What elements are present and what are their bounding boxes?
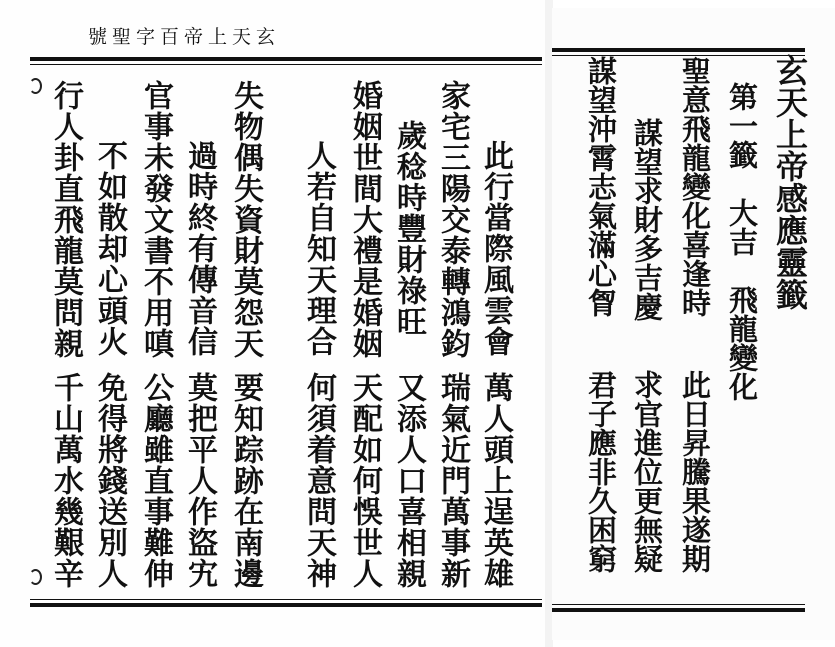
verse-column-upper: 不如散却心頭火 [92,140,127,357]
verse-column-upper: 家宅三陽交泰轉鴻鈞 [435,80,470,359]
verse-column-upper: 人若自知天理合 [301,140,336,357]
footer-rule-thin [552,604,805,605]
verse-column-upper: 婚姻世間大禮是婚姻 [347,80,382,359]
lot-heading: 第一籤 大吉 飛龍變化 [725,82,759,401]
verse-column-lower: 求官進位更無疑 [630,370,664,573]
verse-column-lower: 又添人口喜相親 [391,372,426,589]
page-header [0,22,548,54]
verse-column-lower: 何須着意問天神 [301,372,336,589]
binding-hole-bottom [29,569,42,585]
verse-column-upper: 行人卦直飛龍莫問親 [48,80,83,359]
verse-column-lower: 瑞氣近門萬事新 [435,372,470,589]
header-rule-thin [30,64,542,65]
verse-column-upper: 此行當際風雲會 [478,140,513,357]
verse-column-lower: 君子應非久困窮 [584,370,618,573]
footer-rule-thick [30,603,542,607]
verse-column: 謀望沖霄志氣滿心胷 [584,56,618,317]
verse-column: 聖意飛龍變化喜逢時 [678,56,712,317]
verse-column-lower: 莫把平人作盜宄 [182,372,217,589]
footer-rule-thin [30,599,542,600]
verse-column-lower: 此日昇騰果遂期 [678,370,712,573]
footer-rule-thick [552,608,805,612]
verse-column-lower: 要知踪跡在南邊 [228,372,263,589]
verse-column-upper: 官事未發文書不用嗔 [138,80,173,359]
verse-column-upper: 歲稔時豐財祿旺 [391,120,426,337]
verse-column-lower: 天配如何悞世人 [347,372,382,589]
header-rule-thick [30,57,542,61]
header-title: 玄天上帝百字聖號 [87,26,280,48]
header-rule-thick [552,48,805,52]
oracle-title: 玄天上帝感應靈籤 [771,54,809,310]
binding-hole-top [29,78,42,94]
verse-column-upper: 失物偶失資財莫怨天 [228,80,263,359]
right-page [552,8,835,640]
verse-column: 謀望求財多吉慶 [630,118,664,321]
verse-column-lower: 免得將錢送別人 [92,372,127,589]
verse-column-lower: 萬人頭上逞英雄 [478,372,513,589]
verse-column-upper: 過時終有傳音信 [182,140,217,357]
verse-column-lower: 公廳雖直事難伸 [138,372,173,589]
verse-column-lower: 千山萬水幾艱辛 [48,372,83,589]
